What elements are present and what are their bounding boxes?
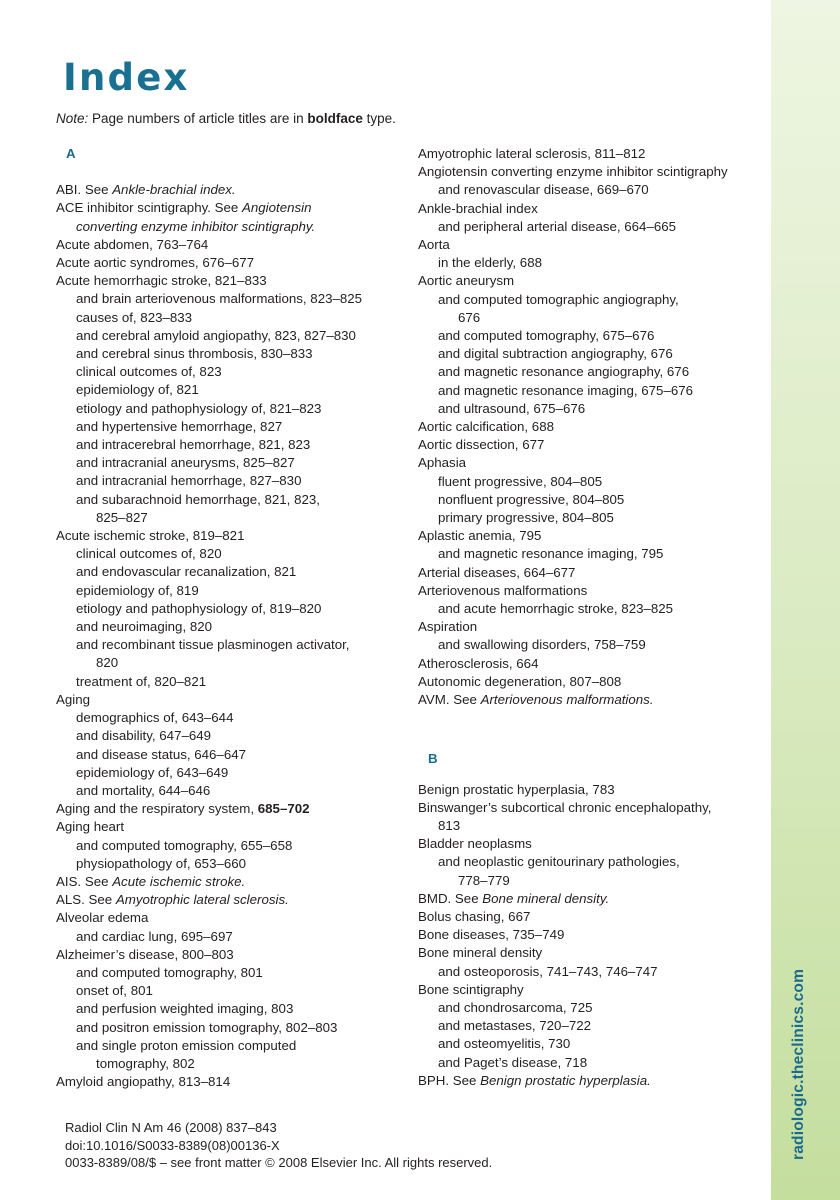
entry-text: and magnetic resonance imaging, 675–676 [438,382,694,398]
entry-text: epidemiology of, 819 [76,582,199,598]
entry-text: Acute aortic syndromes, 676–677 [56,255,255,271]
entry-text: AVM. See [418,692,481,708]
index-subentry [56,636,401,654]
see-reference: Ankle-brachial index. [112,182,236,198]
entry-text: and osteoporosis, 741–743, 746–747 [438,963,658,979]
entry-text: ALS. See [56,892,116,908]
index-subentry [56,491,401,509]
index-entry [418,272,763,290]
entry-text: Alveolar edema [56,910,149,926]
index-entry [418,454,763,472]
index-subentry [56,309,401,327]
entry-text: Aortic calcification, 688 [418,419,554,435]
index-entry [418,582,763,600]
entry-text: Angiotensin converting enzyme inhibitor scintigraphy [418,164,728,180]
index-entry [418,926,763,944]
index-entry [56,254,401,272]
index-subentry [418,1054,763,1072]
entry-text: fluent progressive, 804–805 [438,473,603,489]
article-pages: 685–702 [257,801,310,817]
entry-text: clinical outcomes of, 823 [76,364,222,380]
entry-text: and intracranial aneurysms, 825–827 [76,455,295,471]
index-subentry [56,855,401,873]
index-subentry [418,382,763,400]
index-list-a-right [418,145,763,709]
entry-text: 778–779 [458,872,510,888]
entry-text: Aorta [418,237,450,253]
index-subentry [418,600,763,618]
entry-text: and computed tomography, 675–676 [438,328,655,344]
entry-text: Benign prostatic hyperplasia, 783 [418,781,615,797]
entry-text: tomography, 802 [96,1055,195,1071]
index-entry [56,1073,401,1091]
index-subentry [418,363,763,381]
index-entry [418,145,763,163]
index-entry [418,418,763,436]
index-subentry [56,327,401,345]
entry-text: 813 [438,817,461,833]
index-subentry [418,509,763,527]
index-subentry [56,1037,401,1055]
index-entry [56,891,401,909]
index-subentry [56,582,401,600]
citation-footer [65,1119,492,1172]
entry-text: epidemiology of, 643–649 [76,764,229,780]
entry-text: Bladder neoplasms [418,836,532,852]
see-reference: Benign prostatic hyperplasia. [480,1072,651,1088]
index-entry [418,1072,763,1090]
entry-text: Acute abdomen, 763–764 [56,236,209,252]
index-subentry [56,472,401,490]
entry-text: Aging and the respiratory system, [56,801,258,817]
entry-text: Bone mineral density [418,945,543,961]
entry-text: clinical outcomes of, 820 [76,546,222,562]
index-subentry [56,290,401,308]
entry-text: and recombinant tissue plasminogen activator, [76,637,350,653]
index-subentry [56,1000,401,1018]
index-subentry [56,837,401,855]
index-subentry [418,181,763,199]
section-letter-b: B [428,751,438,767]
entry-text: and magnetic resonance imaging, 795 [438,546,664,562]
index-entry [56,818,401,836]
entry-text: and hypertensive hemorrhage, 827 [76,418,283,434]
index-entry-continuation [418,309,763,327]
index-subentry [418,545,763,563]
index-entry [418,944,763,962]
entry-text: Aging [56,691,91,707]
index-entry [418,200,763,218]
index-entry [56,800,401,818]
entry-text: and cerebral amyloid angiopathy, 823, 827–830 [76,327,356,343]
index-subentry [56,363,401,381]
index-subentry [56,345,401,363]
index-entry [418,908,763,926]
index-entry [56,527,401,545]
index-subentry [418,254,763,272]
entry-text: Amyloid angiopathy, 813–814 [56,1074,231,1090]
index-entry-continuation [418,872,763,890]
entry-text: and brain arteriovenous malformations, 823–825 [76,291,363,307]
index-entry [418,691,763,709]
entry-text: Acute hemorrhagic stroke, 821–833 [56,273,267,289]
see-reference: converting enzyme inhibitor scintigraphy. [76,218,316,234]
index-subentry [418,999,763,1017]
entry-text: Aspiration [418,619,478,635]
index-entry [56,946,401,964]
index-entry [418,981,763,999]
index-entry [418,890,763,908]
index-entry [418,236,763,254]
entry-text: and disability, 647–649 [76,728,212,744]
entry-text: Aortic aneurysm [418,273,515,289]
entry-text: Aortic dissection, 677 [418,437,545,453]
index-subentry [56,764,401,782]
index-subentry [418,473,763,491]
index-subentry [56,454,401,472]
index-subentry [56,982,401,1000]
index-entry [56,272,401,290]
section-letter-a: A [66,146,76,161]
entry-text: and computed tomography, 655–658 [76,837,293,853]
entry-text: and computed tomographic angiography, [438,291,679,307]
index-subentry [418,218,763,236]
entry-text: demographics of, 643–644 [76,710,234,726]
index-subentry [56,782,401,800]
entry-text: Atherosclerosis, 664 [418,655,539,671]
citation-line: Radiol Clin N Am 46 (2008) 837–843 [65,1120,277,1135]
index-subentry [56,418,401,436]
index-subentry [56,673,401,691]
entry-text: and neoplastic genitourinary pathologies, [438,854,680,870]
index-subentry [418,491,763,509]
index-entry [418,673,763,691]
index-subentry [56,1019,401,1037]
see-reference: Arteriovenous malformations. [480,692,654,708]
entry-text: 820 [96,655,119,671]
entry-text: Arterial diseases, 664–677 [418,564,576,580]
index-column-left [56,145,401,1091]
see-reference: Angiotensin [242,200,312,216]
entry-text: and endovascular recanalization, 821 [76,564,297,580]
index-subentry [418,853,763,871]
index-entry [56,873,401,891]
entry-text: and ultrasound, 675–676 [438,400,586,416]
entry-text: in the elderly, 688 [438,255,542,271]
entry-text: Alzheimer’s disease, 800–803 [56,946,234,962]
index-entry [56,199,401,217]
index-subentry [418,400,763,418]
entry-text: onset of, 801 [76,983,153,999]
index-subentry [56,727,401,745]
index-subentry [56,928,401,946]
entry-text: Aging heart [56,819,125,835]
index-entry [56,236,401,254]
index-entry-continuation [418,817,763,835]
see-reference: Bone mineral density. [482,890,610,906]
entry-text: and intracranial hemorrhage, 827–830 [76,473,302,489]
entry-text: and neuroimaging, 820 [76,619,213,635]
index-subentry [56,563,401,581]
entry-text: BMD. See [418,890,483,906]
entry-text: AIS. See [56,873,113,889]
index-entry [418,835,763,853]
entry-text: and osteomyelitis, 730 [438,1036,571,1052]
entry-text: and magnetic resonance angiography, 676 [438,364,690,380]
entry-text: Bolus chasing, 667 [418,908,531,924]
index-subentry [418,636,763,654]
index-entry [418,781,763,799]
index-entry [418,436,763,454]
entry-text: and subarachnoid hemorrhage, 821, 823, [76,491,320,507]
entry-text: and perfusion weighted imaging, 803 [76,1001,294,1017]
entry-text: primary progressive, 804–805 [438,510,614,526]
journal-url[interactable]: radiologic.theclinics.com [790,968,807,1160]
index-subentry [56,381,401,399]
entry-text: physiopathology of, 653–660 [76,855,247,871]
entry-text: Ankle-brachial index [418,200,538,216]
index-entry-continuation [56,218,401,236]
index-subentry [56,545,401,563]
index-entry [56,181,401,199]
index-entry [418,618,763,636]
entry-text: and chondrosarcoma, 725 [438,999,593,1015]
index-subentry [56,709,401,727]
index-subentry [418,963,763,981]
entry-text: and intracerebral hemorrhage, 821, 823 [76,437,311,453]
index-subentry [56,618,401,636]
entry-text: treatment of, 820–821 [76,673,207,689]
note-text-end: type. [362,111,396,126]
note-text: Page numbers of article titles are in [88,111,308,126]
index-entry-continuation [56,509,401,527]
index-subentry [418,291,763,309]
entry-text: and renovascular disease, 669–670 [438,182,649,198]
entry-text: and Paget’s disease, 718 [438,1054,588,1070]
entry-text: causes of, 823–833 [76,309,193,325]
entry-text: BPH. See [418,1072,481,1088]
entry-text: and cerebral sinus thrombosis, 830–833 [76,346,313,362]
entry-text: and single proton emission computed [76,1037,297,1053]
entry-text: and metastases, 720–722 [438,1018,592,1034]
entry-text: and positron emission tomography, 802–803 [76,1019,338,1035]
entry-text: Binswanger’s subcortical chronic encephalopathy, [418,799,712,815]
entry-text: Acute ischemic stroke, 819–821 [56,528,245,544]
index-subentry [418,327,763,345]
index-entry [418,564,763,582]
index-subentry [56,400,401,418]
entry-text: Aplastic anemia, 795 [418,528,542,544]
see-reference: Acute ischemic stroke. [112,873,246,889]
entry-text: 825–827 [96,509,148,525]
index-list-b [418,781,763,1090]
entry-text: etiology and pathophysiology of, 821–823 [76,400,322,416]
index-entry [418,799,763,817]
entry-text: Autonomic degeneration, 807–808 [418,673,622,689]
entry-text: and disease status, 646–647 [76,746,247,762]
doi-line: doi:10.1016/S0033-8389(08)00136-X [65,1137,280,1153]
entry-text: Bone scintigraphy [418,981,524,997]
entry-text: Bone diseases, 735–749 [418,927,565,943]
entry-text: Aphasia [418,455,467,471]
entry-text: nonfluent progressive, 804–805 [438,491,625,507]
entry-text: and cardiac lung, 695–697 [76,928,233,944]
index-subentry [56,964,401,982]
entry-text: Amyotrophic lateral sclerosis, 811–812 [418,146,646,161]
index-entry [418,163,763,181]
index-subentry [56,746,401,764]
index-note [56,111,396,126]
page-title: Index [63,56,190,99]
entry-text: ABI. See [56,182,113,198]
entry-text: etiology and pathophysiology of, 819–820 [76,600,322,616]
index-entry [56,691,401,709]
index-subentry [418,345,763,363]
index-subentry [418,1035,763,1053]
entry-text: and digital subtraction angiography, 676 [438,346,673,362]
index-entry-continuation [56,1055,401,1073]
entry-text: and mortality, 644–646 [76,782,211,798]
entry-text: and acute hemorrhagic stroke, 823–825 [438,601,674,617]
note-label: Note: [56,111,89,126]
entry-text: epidemiology of, 821 [76,382,199,398]
index-subentry [56,600,401,618]
index-entry-continuation [56,654,401,672]
note-boldface: boldface [307,111,363,126]
entry-text: and swallowing disorders, 758–759 [438,637,646,653]
index-subentry [56,436,401,454]
copyright-line: 0033-8389/08/$ – see front matter © 2008 Elsevier Inc. All rights reserved. [65,1155,493,1170]
index-subentry [418,1017,763,1035]
entry-text: ACE inhibitor scintigraphy. See [56,200,243,216]
entry-text: and peripheral arterial disease, 664–665 [438,218,677,234]
entry-text: 676 [458,309,481,325]
index-entry [418,527,763,545]
entry-text: and computed tomography, 801 [76,964,263,980]
entry-text: Arteriovenous malformations [418,582,588,598]
index-entry [418,655,763,673]
index-column-right [418,145,763,1090]
index-list-a-left [56,181,401,1091]
see-reference: Amyotrophic lateral sclerosis. [115,892,289,908]
index-entry [56,909,401,927]
